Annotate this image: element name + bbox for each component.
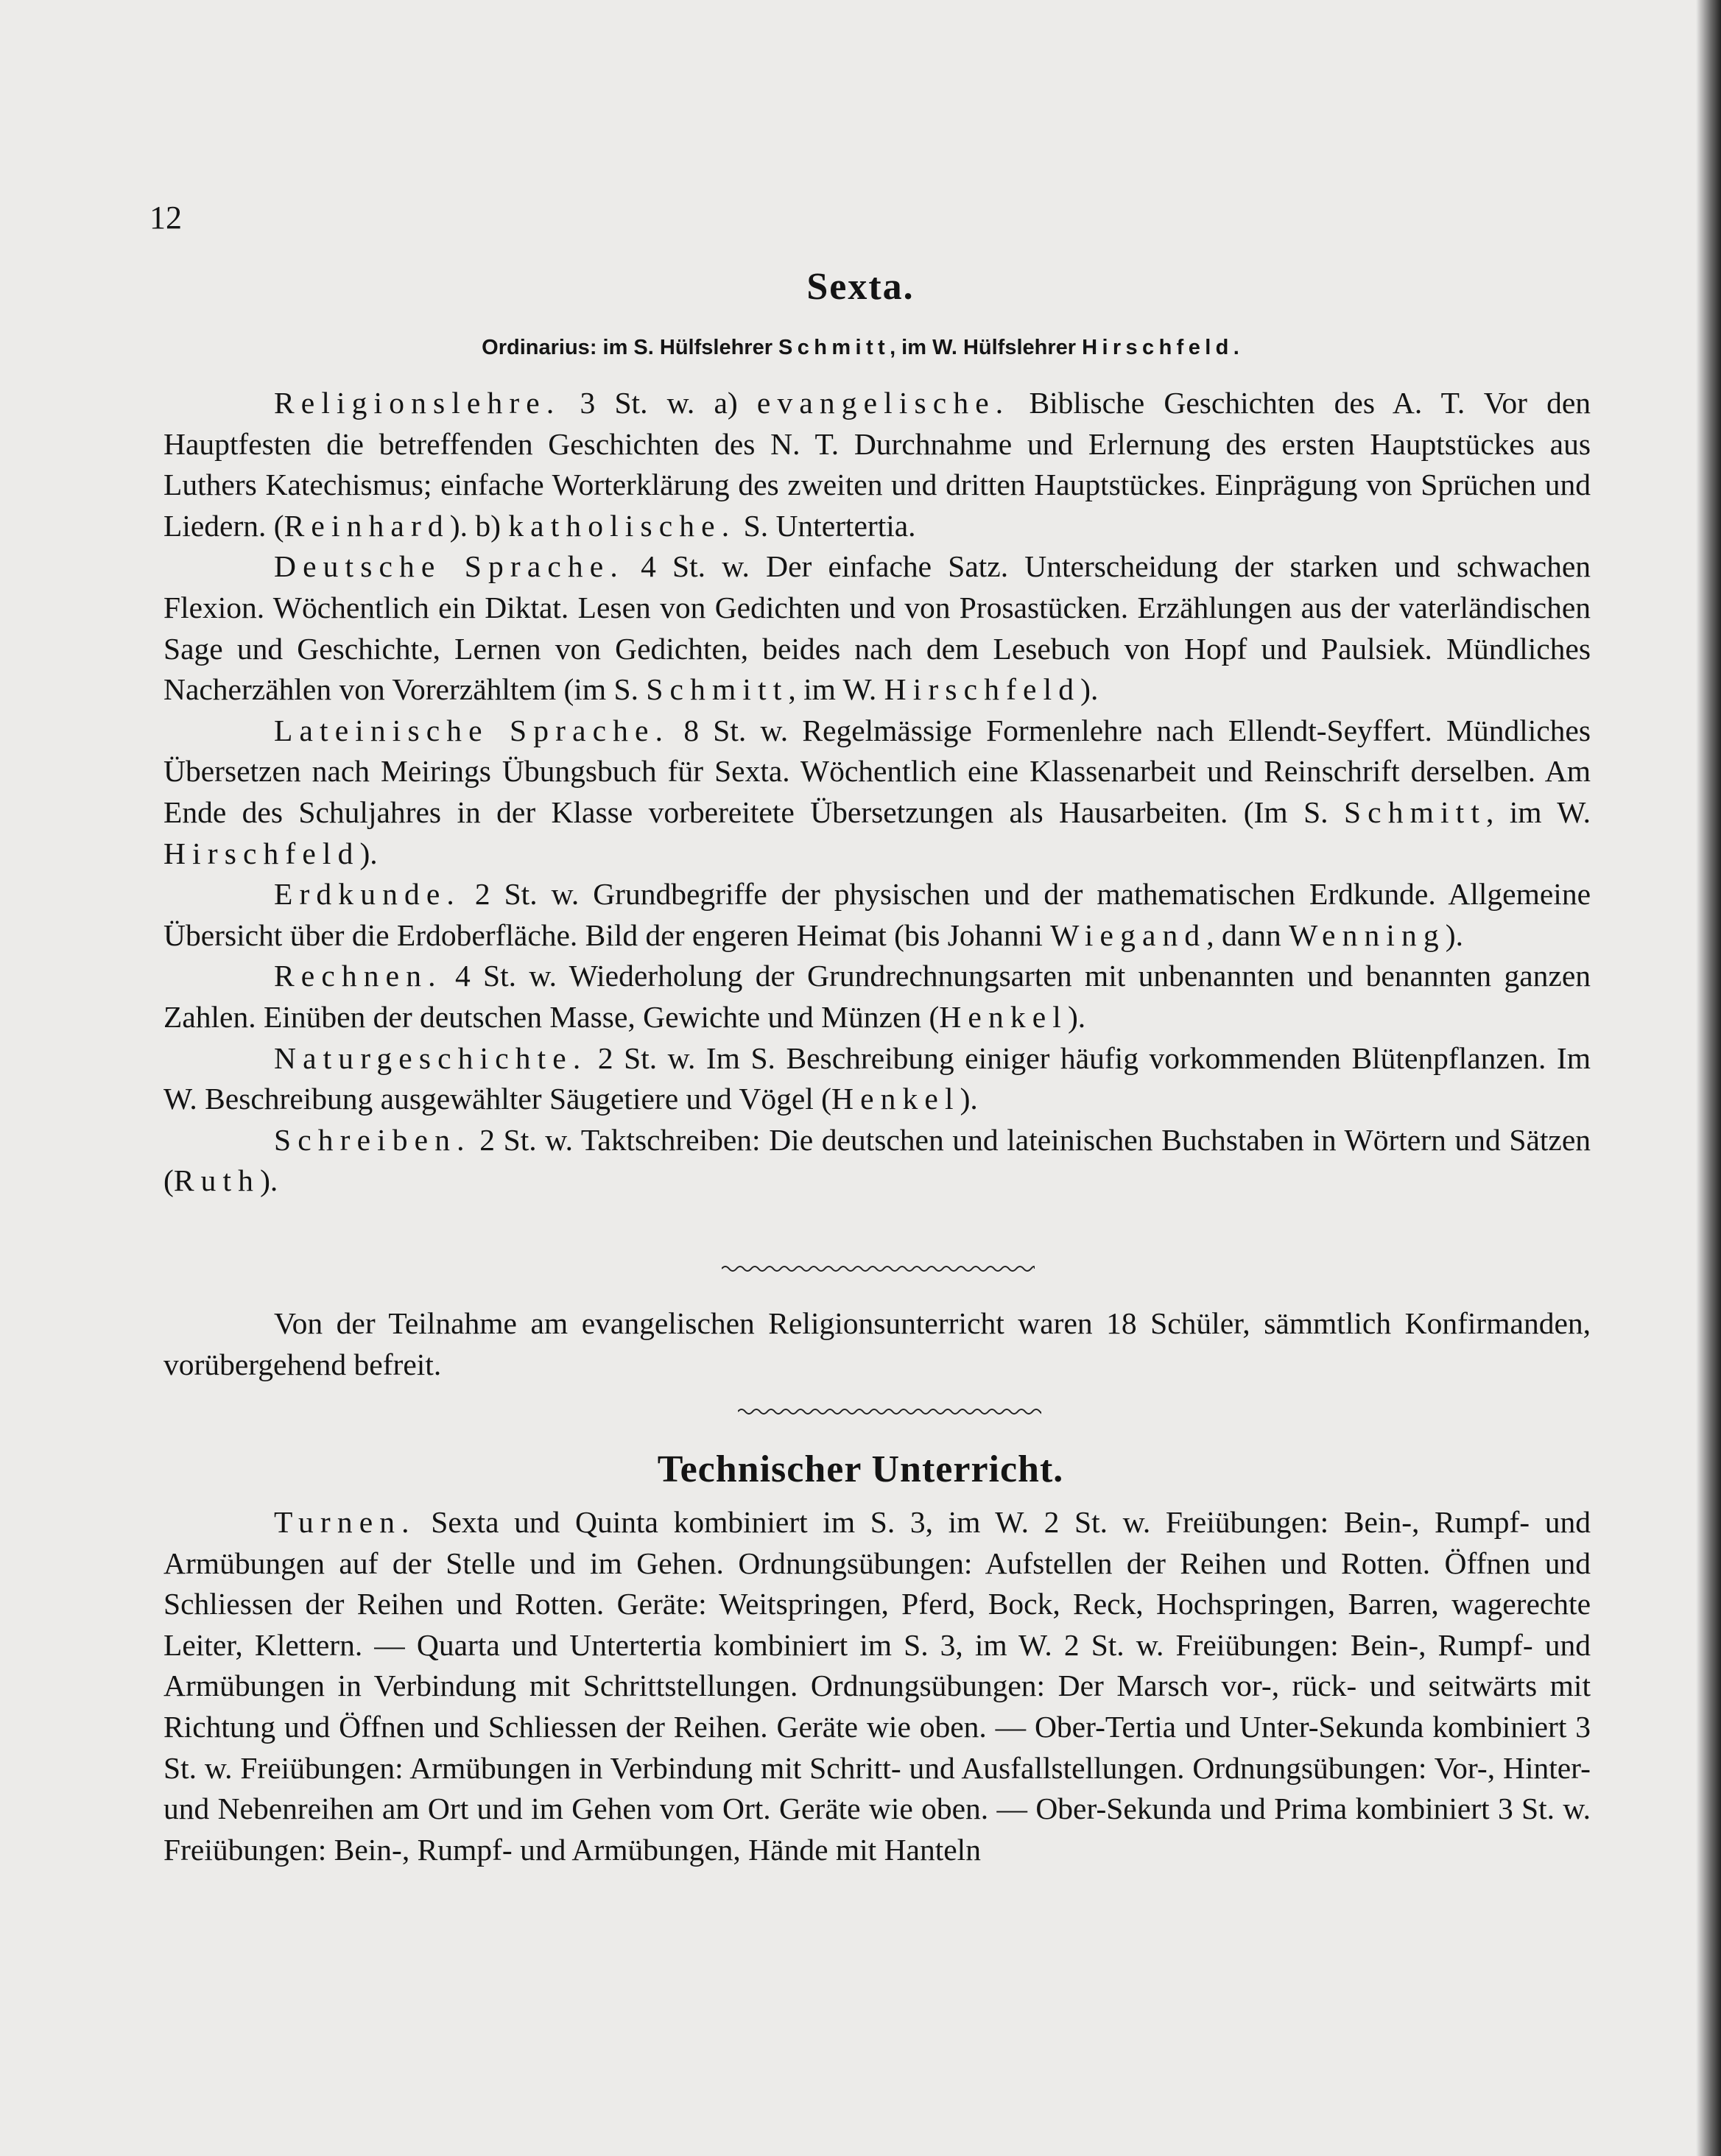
- paragraph-text: 3 St. w. a): [560, 386, 757, 420]
- subject-name: Turnen.: [274, 1505, 416, 1539]
- paragraph-text: , im W.: [788, 672, 884, 707]
- paragraph-turnen: [163, 1502, 1591, 1870]
- subject-name: Lateinische Sprache.: [274, 713, 670, 747]
- paragraph-text: ).: [1445, 917, 1463, 952]
- section-title-sexta: Sexta.: [806, 266, 915, 308]
- subject-name: Deutsche Sprache.: [274, 549, 624, 584]
- paragraph-erdkunde: [163, 874, 1591, 956]
- subject-name: Naturgeschichte.: [274, 1040, 588, 1075]
- teacher-name-winter: Hirschfeld: [1082, 336, 1233, 359]
- subject-name: Rechnen.: [274, 959, 443, 993]
- paragraph-text: S. Untertertia.: [736, 508, 916, 543]
- subject-name: Religionslehre.: [274, 386, 561, 420]
- ordinarius-line: [0, 336, 1721, 360]
- teacher-name: Wenning: [1289, 917, 1446, 952]
- paragraph-text: ). b): [449, 508, 509, 543]
- teacher-name: Hirschfeld: [884, 672, 1081, 707]
- page-number: 12: [149, 200, 182, 236]
- teacher-name: Henkel: [831, 1082, 960, 1116]
- teacher-name: Schmitt: [646, 672, 789, 707]
- spaced-term: evangelische.: [756, 386, 1010, 420]
- subject-name: Schreiben.: [274, 1122, 471, 1157]
- paragraph-text: 4 St. w. Wiederholung der Grundrechnungsarten mit unbenannten und benannten ganzen Zahlen. Einüben der deutschen Masse, Gewichte und Münzen (: [163, 959, 1591, 1034]
- teacher-name: Reinhard: [284, 508, 450, 543]
- paragraph-deutsche-sprache: [163, 546, 1591, 710]
- teacher-name: Henkel: [939, 999, 1068, 1034]
- paragraph-text: ).: [1080, 672, 1099, 707]
- paragraph-text: ).: [960, 1082, 978, 1116]
- paragraph-text: , im W.: [1485, 795, 1591, 829]
- teacher-name: Ruth: [173, 1163, 261, 1198]
- ordinarius-prefix: Ordinarius: im S. Hülfslehrer: [482, 336, 779, 359]
- subject-name: Erdkunde.: [274, 877, 461, 912]
- religion-exemption-note: [163, 1303, 1591, 1385]
- technischer-curriculum: [163, 1502, 1591, 1870]
- note-text: Von der Teilnahme am evangelischen Religionsunterricht waren 18 Schüler, sämmtlich Konfirmanden, vorübergehend befreit.: [163, 1306, 1591, 1381]
- paragraph-text: ).: [1067, 999, 1086, 1034]
- paragraph-text: 2 St. w. Grundbegriffe der physischen und der mathematischen Erdkunde. Allgemeine Übersicht über die Erdoberfläche. Bild der engeren Heimat (bis Johanni: [163, 877, 1591, 952]
- paragraph-text: ).: [359, 836, 378, 870]
- paragraph-lateinische-sprache: [163, 711, 1591, 874]
- wavy-divider: [722, 1264, 1035, 1274]
- paragraph-text: Biblische Geschichten des A. T. Vor den Hauptfesten die betreffenden Geschichten des N. T. Durchnahme und Erlernung des ersten Hauptstückes aus Luthers Katechismus; einfache Worterklärung des zweiten und dritten Hauptstückes. Einprägung von Sprüchen und Liedern. (: [163, 386, 1591, 543]
- teacher-name: Schmitt: [1343, 795, 1486, 829]
- teacher-name-summer: Schmitt: [778, 336, 890, 359]
- paragraph-text: 2 St. w. Im S. Beschreibung einiger häufig vorkommenden Blütenpflanzen. Im W. Beschreibung ausgewählter Säugetiere und Vögel (: [163, 1040, 1591, 1116]
- paragraph-text: ).: [260, 1163, 278, 1198]
- teacher-name: Wiegand: [1050, 917, 1207, 952]
- ordinarius-suffix: .: [1233, 336, 1239, 359]
- paragraph-text: Sexta und Quinta kombiniert im S. 3, im W. 2 St. w. Freiübungen: Bein-, Rumpf- und Armübungen auf der Stelle und im Gehen. Ordnungsübungen: Aufstellen der Reihen und Rotten. Öffnen und Schliessen der Reihen und Rotten. Geräte: Weitspringen, Pferd, Bock, Reck, Hochspringen, Barren, wagerechte Leiter, Klettern. — Quarta und Untertertia kombiniert im S. 3, im W. 2 St. w. Freiübungen: Bein-, Rumpf- und Armübungen in Verbindung mit Schrittstellungen. Ordnungsübungen: Der Marsch vor-, rück- und seitwärts mit Richtung und Öffnen und Schliessen der Reihen. Geräte wie oben. — Ober-Tertia und Unter-Sekunda kombiniert 3 St. w. Freiübungen: Armübungen in Verbindung mit Schritt- und Ausfallstellungen. Ordnungsübungen: Vor-, Hinter- und Nebenreihen am Ort und im Gehen vom Ort. Geräte wie oben. — Ober-Sekunda und Prima kombiniert 3 St. w. Freiübungen: Bein-, Rumpf- und Armübungen, Hände mit Hanteln: [163, 1505, 1591, 1867]
- paragraph-schreiben: [163, 1120, 1591, 1202]
- wavy-divider: [738, 1406, 1041, 1417]
- paragraph-text: 2 St. w. Taktschreiben: Die deutschen und lateinischen Buchstaben in Wörtern und Sätzen (: [163, 1122, 1591, 1198]
- paragraph-text: 8 St. w. Regelmässige Formenlehre nach Ellendt-Seyffert. Mündliches Übersetzen nach Meirings Übungsbuch für Sexta. Wöchentlich eine Klassenarbeit und Reinschrift derselben. Am Ende des Schuljahres in der Klasse vorbereitete Übersetzungen als Hausarbeiten. (Im S.: [163, 713, 1591, 829]
- paragraph-religionslehre: [163, 383, 1591, 546]
- spaced-term: katholische.: [508, 508, 736, 543]
- paragraph-text: , dann: [1206, 917, 1289, 952]
- teacher-name: Hirschfeld: [163, 836, 360, 870]
- section-title-technischer-unterricht: Technischer Unterricht.: [657, 1448, 1064, 1490]
- paragraph-naturgeschichte: [163, 1038, 1591, 1120]
- paragraph-rechnen: [163, 956, 1591, 1038]
- paragraph-text: 4 St. w. Der einfache Satz. Unterscheidung der starken und schwachen Flexion. Wöchentlich ein Diktat. Lesen von Gedichten und von Prosastücken. Erzählungen aus der vaterländischen Sage und Geschichte, Lernen von Gedichten, beides nach dem Lesebuch von Hopf und Paulsiek. Mündliches Nacherzählen von Vorerzähltem (im S.: [163, 549, 1591, 707]
- ordinarius-middle: , im W. Hülfslehrer: [890, 336, 1083, 359]
- sexta-curriculum: [163, 383, 1591, 1202]
